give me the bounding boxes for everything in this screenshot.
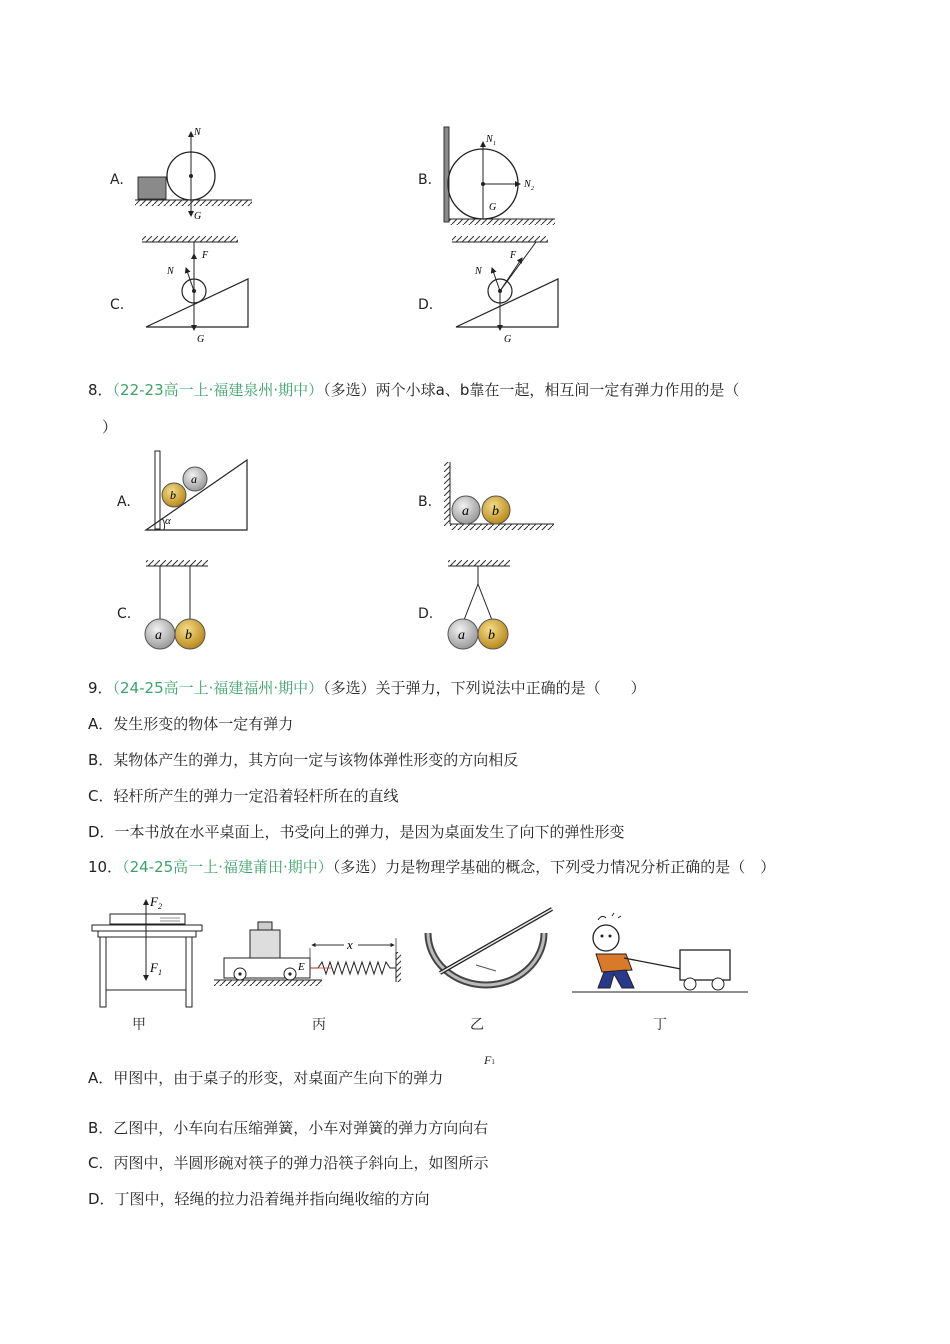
q8a-ball-b: b <box>170 488 176 502</box>
q8-option-c-label: C. <box>117 606 132 622</box>
q7-option-a-label: A. <box>110 172 124 188</box>
q8c-ball-a: a <box>155 628 162 643</box>
q7d-n-label: N <box>475 266 482 277</box>
svg-text:2: 2 <box>531 186 534 192</box>
q9-choice-a: A．发生形变的物体一定有弹力 <box>88 715 294 733</box>
q9-choice-d: D．一本书放在水平桌面上，书受向上的弹力，是因为桌面发生了向下的弹性形变 <box>88 823 625 841</box>
q9-stem <box>88 678 646 698</box>
q10-figure-bing <box>210 912 406 997</box>
q10-x-label: x <box>347 937 353 952</box>
q10-stem <box>88 857 775 877</box>
q9-text: （多选）关于弹力，下列说法中正确的是（ ） <box>323 679 646 697</box>
q9-number: 9． <box>88 679 113 697</box>
q7b-g-label: G <box>489 202 497 213</box>
q8b-ball-b: b <box>492 504 499 519</box>
q7-figure-b <box>440 122 570 232</box>
q7b-n1-label: N <box>486 134 493 145</box>
q10-caption-jia: 甲 <box>132 1017 146 1033</box>
q10-number: 10． <box>88 858 123 876</box>
q7c-g-label: G <box>197 334 205 345</box>
q9-source: （24-25高一上·福建福州·期中） <box>112 679 324 697</box>
q8a-angle: α <box>165 515 171 527</box>
q9-choice-c: C．轻杆所产生的弹力一定沿着轻杆所在的直线 <box>88 787 399 805</box>
q10-choice-b: B．乙图中，小车向右压缩弹簧，小车对弹簧的弹力方向向右 <box>88 1119 489 1137</box>
q7c-f-label: F <box>202 250 209 261</box>
q8-text-cont: ） <box>102 418 118 436</box>
q7-option-d-label: D. <box>418 297 434 313</box>
q8-figure-d <box>444 560 519 655</box>
q7d-f-label: F <box>510 250 517 261</box>
svg-text:1: 1 <box>158 968 162 977</box>
q8d-ball-a: a <box>458 628 465 643</box>
q10-caption-bing: 丙 <box>312 1017 326 1033</box>
q7d-g-label: G <box>504 334 512 345</box>
svg-text:2: 2 <box>158 902 162 911</box>
q7-option-b-label: B. <box>418 172 433 188</box>
q7-figure-c <box>140 236 260 351</box>
q7-option-c-label: C. <box>110 297 125 313</box>
q7a-n-label: N <box>194 127 201 138</box>
q8-option-d-label: D. <box>418 606 434 622</box>
q8-figure-a <box>140 448 255 536</box>
q7c-n-label: N <box>167 266 174 277</box>
q8-source: （22-23高一上·福建泉州·期中） <box>112 381 324 399</box>
q9-choice-b: B．某物体产生的弹力，其方向一定与该物体弹性形变的方向相反 <box>88 751 519 769</box>
q8c-ball-b: b <box>185 628 192 643</box>
q8a-ball-a: a <box>191 472 197 486</box>
q10-caption-ding: 丁 <box>653 1017 667 1033</box>
q8-text: （多选）两个小球a、b靠在一起，相互间一定有弹力作用的是（ <box>323 381 740 399</box>
q8-figure-c <box>142 560 217 655</box>
q10-source: （24-25高一上·福建莆田·期中） <box>122 858 333 876</box>
q7a-g-label: G <box>194 211 202 222</box>
q10-choice-d: D．丁图中，轻绳的拉力沿着绳并指向绳收缩的方向 <box>88 1190 430 1208</box>
q7-figure-d <box>450 236 570 351</box>
q10-caption-yi: 乙 <box>470 1017 484 1033</box>
q8-number: 8． <box>88 381 113 399</box>
q10-f1-label: F <box>150 960 158 975</box>
q10-text: （多选）力是物理学基础的概念，下列受力情况分析正确的是（ ） <box>332 858 776 876</box>
q8-stem <box>88 380 739 400</box>
q8-figure-b <box>444 460 559 535</box>
q8b-ball-a: a <box>462 504 469 519</box>
q7-figure-a <box>130 120 260 230</box>
q8-option-b-label: B. <box>418 494 433 510</box>
q10-choice-a: A．甲图中，由于桌子的形变，对桌面产生向下的弹力 <box>88 1069 444 1087</box>
q8d-ball-b: b <box>488 628 495 643</box>
q10-figure-ding <box>568 910 753 1000</box>
q7b-n2-label: N <box>524 179 531 190</box>
q10-f2-label: F <box>150 894 158 909</box>
q10-figure-yi <box>418 905 558 995</box>
svg-text:1: 1 <box>493 141 496 147</box>
q10-figure-jia <box>88 892 206 1012</box>
q8-option-a-label: A. <box>117 494 131 510</box>
q10-choice-a-symbol: F1 <box>484 1053 495 1067</box>
q10-e-label: E <box>298 961 305 973</box>
q10-choice-c: C．丙图中，半圆形碗对筷子的弹力沿筷子斜向上，如图所示 <box>88 1154 489 1172</box>
